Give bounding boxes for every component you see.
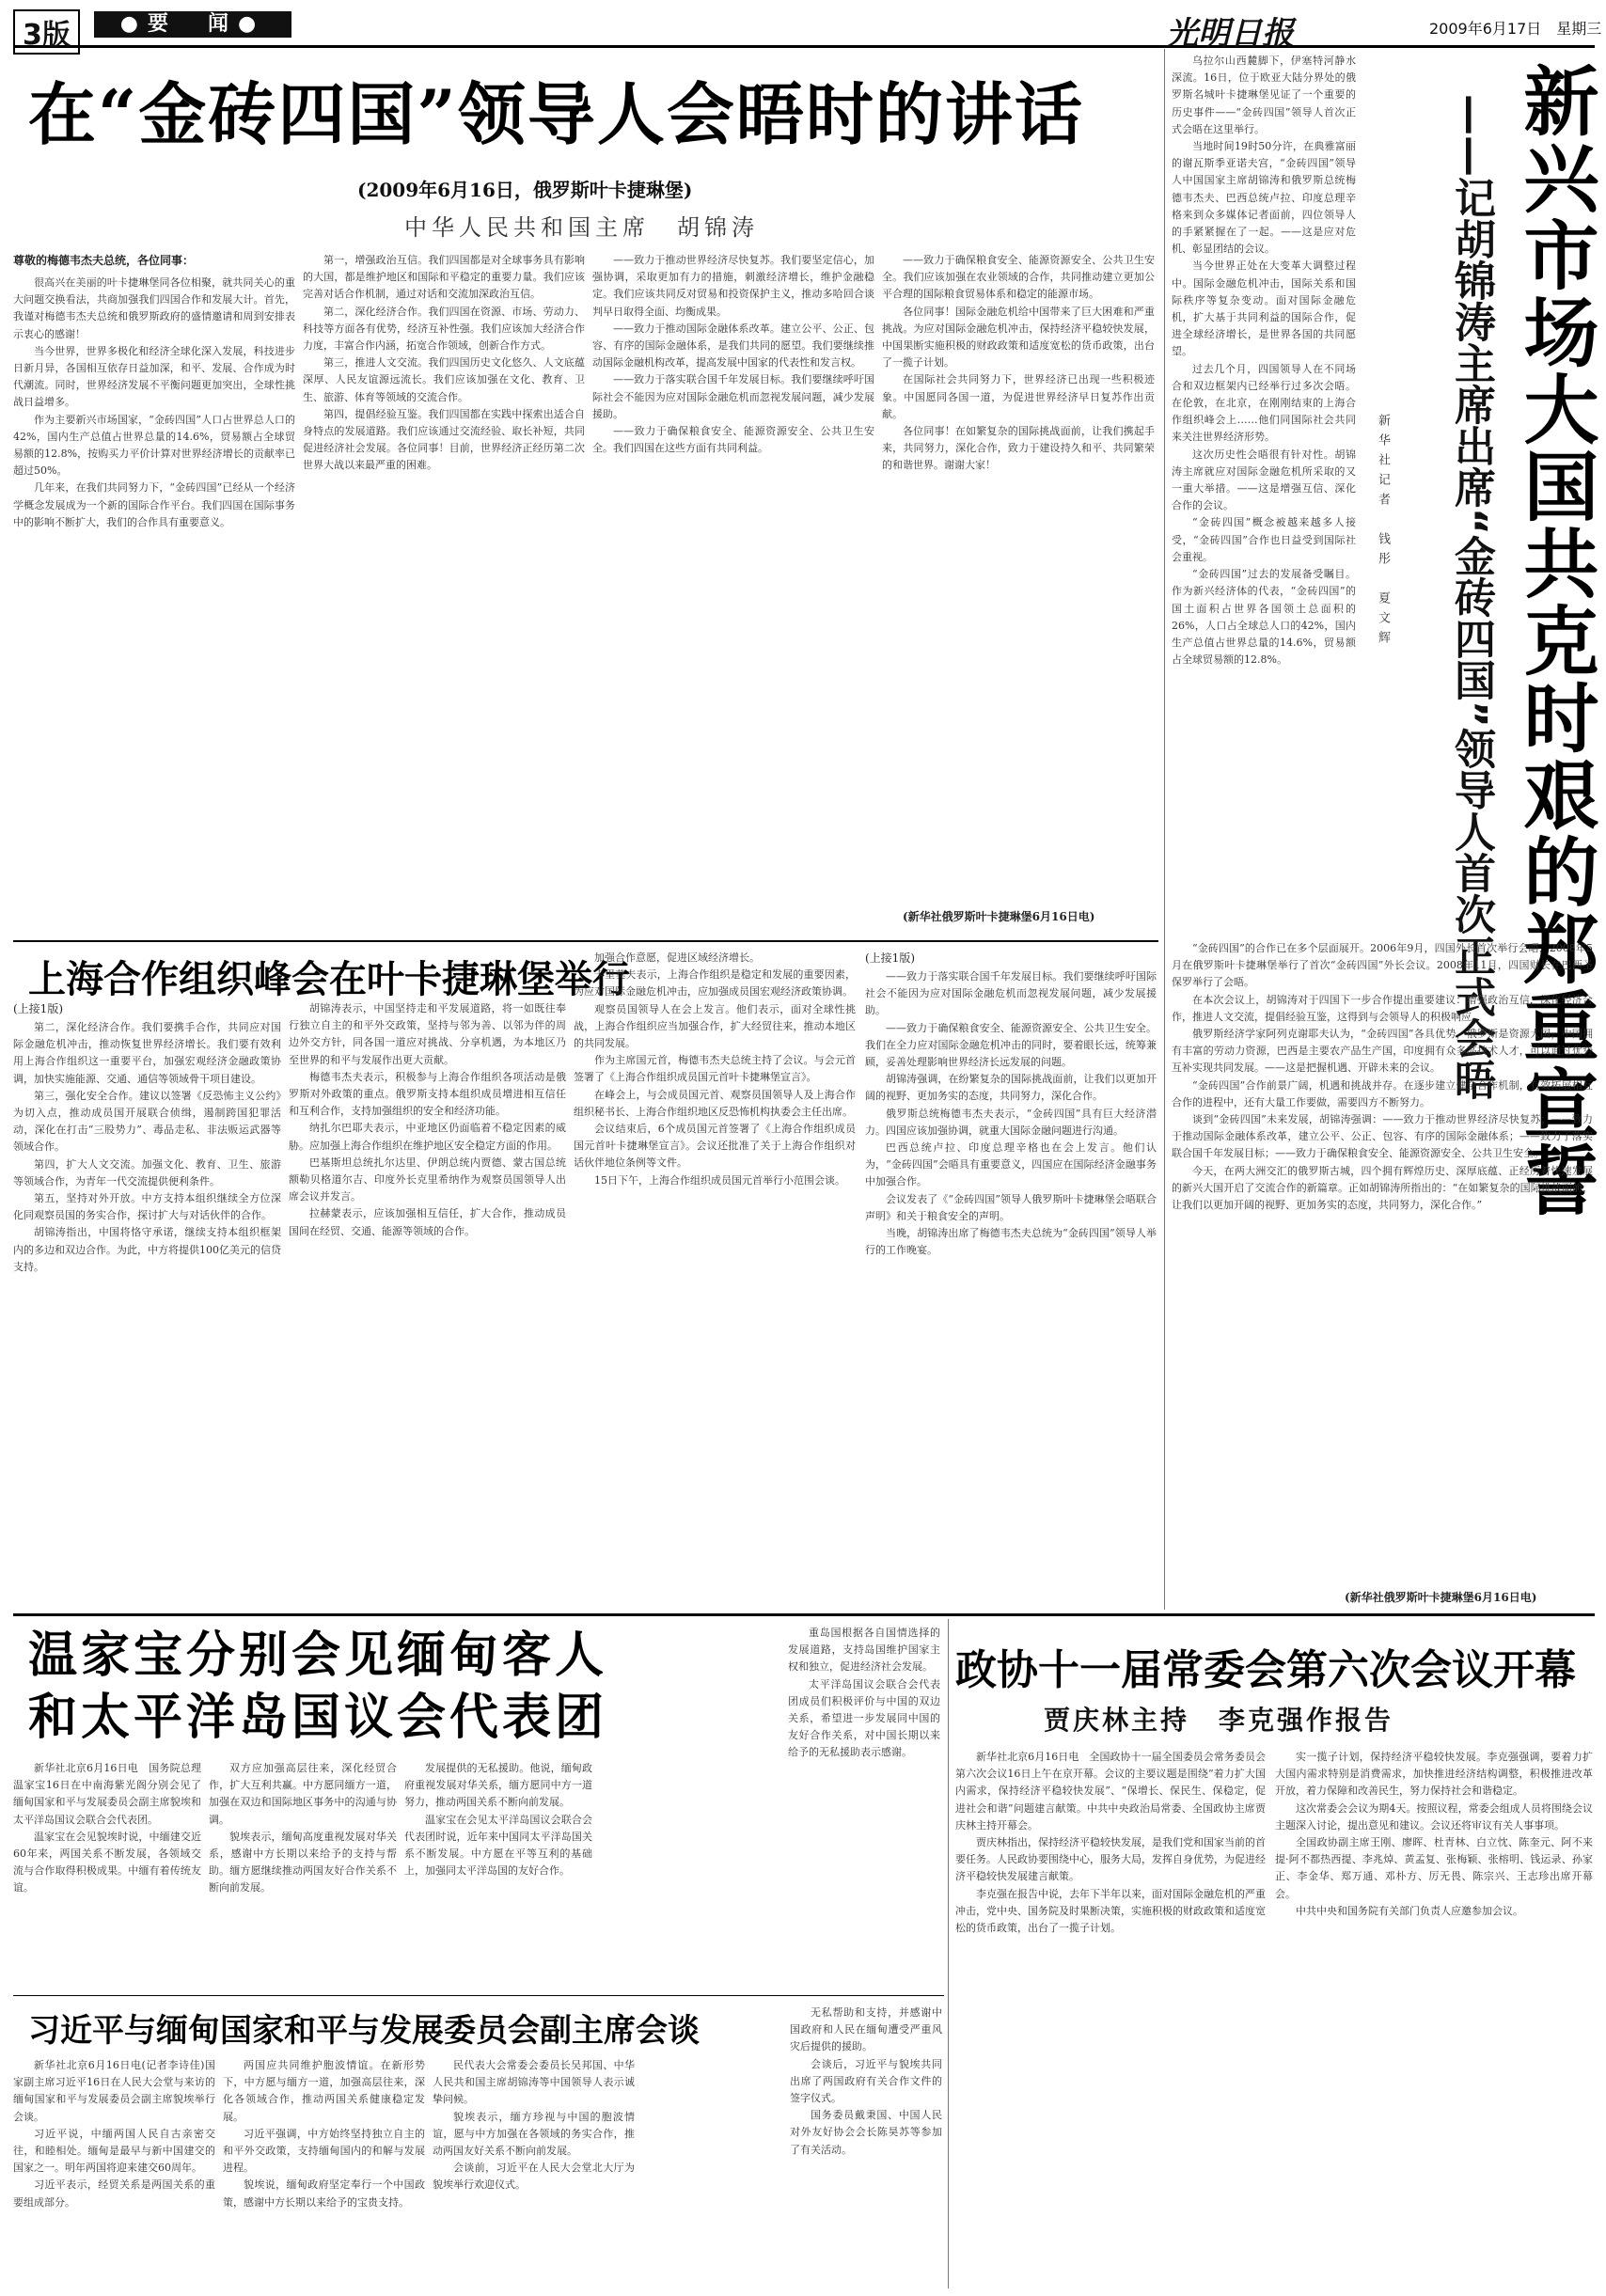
sco-p: ——致力于确保粮食安全、能源资源安全、公共卫生安全。我们在全力应对国际金融危机冲击的同时，要着眼长远，统筹兼顾，妥善处理影响世界经济长远发展的问题。 xyxy=(865,1021,1157,1069)
sco-p: ——致力于落实联合国千年发展目标。我们要继续呼吁国际社会不能因为应对国际金融危机而忽视发展问题，减少发展援助。 xyxy=(865,970,1157,1017)
lead-col-4-p: 各位同事！在如繁复杂的国际挑战面前，让我们携起手来，共同努力，深化合作，致力于建设持久和平、共同繁荣的和谐世界。谢谢大家！ xyxy=(882,425,1155,472)
sco-p: 第三，强化安全合作。建议以签署《反恐怖主义公约》为切入点，推动成员国开展联合侦缉，遏制跨国犯罪活动，深化在打击“三股势力”、毒品走私、非法贩运武器等领域合作。 xyxy=(13,1089,281,1154)
date-text: 2009年6月17日 xyxy=(1429,20,1542,38)
sco-p: 当晚，胡锦涛出席了梅德韦杰夫总统为“金砖四国”领导人举行的工作晚宴。 xyxy=(865,1227,1157,1257)
sco-col-2 xyxy=(289,1000,566,1602)
feature-p: “金砖四国”过去的发展备受瞩目。作为新兴经济体的代表，“金砖四国”的国土面积占世界各国领土总面积的26%，人口占全球总人口的42%，国内生产总值占世界总量的14.6%，贸易额占全球贸易额的12.8%。 xyxy=(1172,568,1356,667)
wen-p: 太平洋岛国议会联合会代表团成员们积极评价与中国的双边关系，希望进一步发展同中国的友好合作关系，对中国长期以来给予的无私援助表示感谢。 xyxy=(788,1677,940,1759)
wen-p: 双方应加强高层往来，深化经贸合作，扩大互利共赢。中方愿同缅方一道，加强在双边和国际地区事务中的沟通与协调。 xyxy=(209,1762,397,1826)
lead-col-4 xyxy=(882,252,1155,901)
sco-p: 作为主席国元首，梅德韦杰夫总统主持了会议。与会元首签署了《上海合作组织成员国元首叶卡捷琳堡宣言》。 xyxy=(574,1054,856,1084)
cppcc-p: 这次常委会会议为期4天。按照议程，常委会组成人员将围绕会议主题深入讨论，提出意见和建议。会议还将审议有关人事事项。 xyxy=(1275,1801,1593,1832)
xi-p: 貌埃表示，缅方珍视与中国的胞波情谊，愿与中方加强在各领域的务实合作，推动两国友好关系不断向前发展。 xyxy=(433,2110,635,2158)
lead-byline: 中华人民共和国主席 胡锦涛 xyxy=(404,214,759,241)
lead-col-4-p: 在国际社会共同努力下，世界经济已出现一些积极迹象。中国愿同各国一道，为促进世界经济早日复苏作出贡献。 xyxy=(882,373,1155,420)
sco-p: 梅德韦杰夫表示，积极参与上海合作组织各项活动是俄罗斯对外政策的重点。俄罗斯支持本组织成员增进相互信任和互利合作，支持加强组织的安全和经济功能。 xyxy=(289,1070,566,1118)
sco-p: 卡里莫夫表示，上海合作组织是稳定和发展的重要因素，为应对国际金融危机冲击，应加强成员国宏观经济政策协调。 xyxy=(574,968,856,999)
lead-source: (新华社俄罗斯叶卡捷琳堡6月16日电) xyxy=(903,910,1095,923)
xi-headline: 习近平与缅甸国家和平与发展委员会副主席会谈 xyxy=(28,2012,700,2050)
sco-p: 胡锦涛表示，中国坚持走和平发展道路，将一如既往奉行独立自主的和平外交政策，坚持与邻为善、以邻为伴的周边外交方针，同各国一道应对挑战、分享机遇，为本地区乃至世界的和平与发展作出更大贡献。 xyxy=(289,1002,566,1066)
cppcc-headline: 政协十一届常委会第六次会议开幕 xyxy=(955,1646,1576,1694)
sco-p: 纳扎尔巴耶夫表示，中亚地区仍面临着不稳定因素的威胁。应加强上海合作组织在维护地区安全稳定方面的作用。 xyxy=(289,1122,566,1152)
feature-p: “金砖四国”的合作已在多个层面展开。2006年9月，四国外长首次举行会晤，2008年5月在俄罗斯叶卡捷琳堡举行了首次“金砖四国”外长会议。2008年11月，四国财长在巴西圣保罗举行了会晤。 xyxy=(1172,942,1593,989)
feature-p: 在本次会议上，胡锦涛对于四国下一步合作提出重要建议：增强政治互信，深化经济合作，推进人文交流，提倡经验互鉴，这得到与会领导人的积极响应。 xyxy=(1172,993,1593,1023)
lead-col-3-p: ——致力于推动世界经济尽快复苏。我们要坚定信心，加强协调，采取更加有力的措施，刺激经济增长，维护金融稳定。我们应该共同反对贸易和投资保护主义，推动多哈回合谈判早日取得全面、均衡成果。 xyxy=(592,254,874,318)
feature-col-2 xyxy=(1172,940,1593,1589)
sco-p: 胡锦涛强调，在纷繁复杂的国际挑战面前，让我们以更加开阔的视野、更加务实的态度，共同努力，深化合作。 xyxy=(865,1073,1157,1103)
xi-p: 国务委员戴秉国、中国人民对外友好协会会长陈昊苏等参加了有关活动。 xyxy=(790,2109,942,2156)
sco-headline: 上海合作组织峰会在叶卡捷琳堡举行 xyxy=(28,957,630,1001)
feature-col-1 xyxy=(1172,53,1356,1087)
xi-col-3 xyxy=(433,2057,635,2288)
sco-continued-1: (上接1版) xyxy=(13,1002,63,1015)
cppcc-col-2 xyxy=(1275,1749,1593,2288)
wen-col-1 xyxy=(13,1760,201,1986)
sco-col-4 xyxy=(865,968,1157,1602)
wen-p: 重岛国根据各自国情选择的发展道路，支持岛国维护国家主权和独立，促进经济社会发展。 xyxy=(788,1627,940,1674)
xi-p: 习近平表示，经贸关系是两国关系的重要组成部分。 xyxy=(13,2178,215,2209)
feature-source: (新华社俄罗斯叶卡捷琳堡6月16日电) xyxy=(1345,1591,1537,1604)
sco-p: 会议结束后，6个成员国元首签署了《上海合作组织成员国元首叶卡捷琳堡宣言》。会议还批准了关于上海合作组织对话伙伴地位条例等文件。 xyxy=(574,1123,856,1170)
lead-col-3-p: ——致力于推动国际金融体系改革。建立公平、公正、包容、有序的国际金融体系，是我们共同的愿望。我们要继续推动国际金融机构改革，提高发展中国家的代表性和发言权。 xyxy=(592,322,874,370)
lead-col-2-p: 第四，提倡经验互鉴。我们四国都在实践中探索出适合自身特点的发展道路。我们应该通过交流经验、取长补短，共同促进经济社会发展。各位同事！目前，世界经济正经历第二次世界大战以来最严重的困难。 xyxy=(303,407,585,472)
wen-p: 貌埃表示，缅甸高度重视发展对华关系，感谢中方长期以来给予的支持与帮助。缅方愿继续推动两国友好合作关系不断向前发展。 xyxy=(209,1830,397,1895)
cppcc-p: 中共中央和国务院有关部门负责人应邀参加会议。 xyxy=(1296,1904,1523,1917)
wen-col-4 xyxy=(788,1625,940,1986)
section-label: ●要 闻● xyxy=(94,11,291,38)
issue-date xyxy=(1429,17,1601,39)
feature-p: “金砖四国”合作前景广阔，机遇和挑战并存。在逐步建立健全合作机制，有效拓展相互合作的进程中，还有大量工作要做，需要四方不断努力。 xyxy=(1172,1078,1593,1109)
xi-col-4 xyxy=(790,2005,942,2288)
sco-col-3 xyxy=(574,950,856,1602)
wen-headline-line-2: 和太平洋岛国议会代表团 xyxy=(28,1689,608,1746)
lead-col-1-p: 几年来，在我们共同努力下，“金砖四国”已经从一个经济学概念发展成为一个新的国际合作平台。我们四国在国际事务中的影响不断扩大，我们的合作具有重要意义。 xyxy=(13,481,295,528)
lead-col-3-p: ——致力于落实联合国千年发展目标。我们要继续呼吁国际社会不能因为应对国际金融危机而忽视发展问题，减少发展援助。 xyxy=(592,373,874,420)
sco-p: 第五，坚持对外开放。中方支持本组织继续全方位深化同观察员国的务实合作，探讨扩大与对话伙伴的合作。 xyxy=(13,1192,281,1222)
lead-col-1 xyxy=(13,275,295,933)
xi-p: 习近平说，中缅两国人民自古亲密交往，和睦相处。缅甸是最早与新中国建交的国家之一。明年两国将迎来建交60周年。 xyxy=(13,2127,215,2175)
wen-headline-line-1: 温家宝分别会见缅甸客人 xyxy=(28,1627,608,1684)
sco-p: 观察员国领导人在会上发言。他们表示，面对全球性挑战，上海合作组织应当加强合作，扩大经贸往来，推动本地区的共同发展。 xyxy=(574,1002,856,1050)
feature-p: 当地时间19时50分许，在典雅富丽的谢瓦斯季亚诺夫宫，“金砖四国”领导人中国国家主席胡锦涛和俄罗斯总统梅德韦杰夫、巴西总统卢拉、印度总理辛格来到众多媒体记者面前，四位领导人的手紧紧握在了一起。——这是应对危机、彰显团结的会议。 xyxy=(1172,140,1356,256)
feature-headline: 新兴市场大国共克时艰的郑重宣誓 xyxy=(1511,62,1599,1219)
cppcc-p: 贾庆林指出，保持经济平稳较快发展，是我们党和国家当前的首要任务。人民政协要围绕中心，服务大局，发挥自身优势，为促进经济平稳较快发展建言献策。 xyxy=(955,1836,1266,1883)
sco-p: 加强合作意愿，促进区域经济增长。 xyxy=(594,951,760,964)
feature-p: 当今世界正处在大变革大调整过程中。国际金融危机冲击，国际关系和国际秩序等复杂变动。面对国际金融危机，扩大基于共同利益的国际合作，促进全球经济增长，是世界各国的共同愿望。 xyxy=(1172,259,1356,358)
lead-col-1-p: 很高兴在美丽的叶卡捷琳堡同各位相聚，就共同关心的重大问题交换看法，共商加强我们四国合作和发展大计。首先，我谨对梅德韦杰夫总统和俄罗斯政府的盛情邀请和周到安排表示衷心的感谢！ xyxy=(13,276,295,340)
lead-salutation: 尊敬的梅德韦杰夫总统，各位同事： xyxy=(13,254,195,267)
lead-col-2 xyxy=(303,252,585,933)
bottom-section-rule xyxy=(13,1613,1595,1616)
lead-col-1-p: 当今世界，世界多极化和经济全球化深入发展，科技进步日新月异，各国相互依存日益加深，和平、发展、合作成为时代潮流。同时，世界经济发展不平衡问题更加突出，全球性挑战日益增多。 xyxy=(13,344,295,409)
cppcc-divider xyxy=(948,1619,949,2288)
wen-p: 新华社北京6月16日电 国务院总理温家宝16日在中南海紫光阁分别会见了缅甸国家和平与发展委员会副主席貌埃和太平洋岛国议会联合会代表团。 xyxy=(13,1762,201,1826)
xi-p: 貌埃说，缅甸政府坚定奉行一个中国政策，感谢中方长期以来给予的宝贵支持。 xyxy=(223,2178,425,2209)
feature-p: 今天，在两大洲交汇的俄罗斯古城，四个拥有辉煌历史、深厚底蕴、正经历着快速发展的新兴大国开启了交流合作的新篇章。正如胡锦涛所指出的：“在如繁复杂的国际挑战面前，让我们以更加开阔的视野、更加务实的态度，共同努力，深化合作。” xyxy=(1172,1164,1593,1212)
cppcc-subheadline: 贾庆林主持 李克强作报告 xyxy=(1044,1705,1394,1736)
sco-p: 会议发表了《“金砖四国”领导人俄罗斯叶卡捷琳堡会晤联合声明》和关于粮食安全的声明。 xyxy=(865,1192,1157,1222)
feature-p: 乌拉尔山西麓脚下，伊塞特河静水深流。16日，位于欧亚大陆分界处的俄罗斯名城叶卡捷琳堡见证了一个重要的历史事件——“金砖四国”领导人首次正式会晤在这里举行。 xyxy=(1172,55,1356,135)
sco-p: 巴西总统卢拉、印度总理辛格也在会上发言。他们认为，“金砖四国”会晤具有重要意义，四国应在国际经济金融事务中加强合作。 xyxy=(865,1141,1157,1188)
sco-p: 在峰会上，与会成员国元首、观察员国领导人及上海合作组织秘书长、上海合作组织地区反恐怖机构执委会主任出席。 xyxy=(574,1088,856,1118)
xi-col-1 xyxy=(13,2057,215,2288)
xi-col-2 xyxy=(223,2057,425,2288)
wen-p: 发展提供的无私援助。他说，缅甸政府重视发展对华关系，缅方愿同中方一道努力，推动两国关系不断向前发展。 xyxy=(404,1762,592,1809)
feature-divider xyxy=(1164,49,1165,1610)
lead-col-4-p: 各位同事！国际金融危机给中国带来了巨大困难和严重挑战。为应对国际金融危机冲击，保持经济平稳较快发展，中国果断实施积极的财政政策和适度宽松的货币政策，出台了一揽子计划。 xyxy=(882,305,1155,370)
lead-dateline: (2009年6月16日，俄罗斯叶卡捷琳堡) xyxy=(357,179,693,201)
xi-p: 两国应共同维护胞波情谊。在新形势下，中方愿与缅方一道，加强高层往来，深化各领域合作，推动两国关系健康稳定发展。 xyxy=(223,2059,425,2123)
wen-p: 温家宝在会见太平洋岛国议会联合会代表团时说，近年来中国同太平洋岛国关系不断发展。中方愿在平等互利的基础上，加强同太平洋岛国的友好合作。 xyxy=(404,1813,592,1878)
xi-p: 会谈后，习近平与貌埃共同出席了两国政府有关合作文件的签字仪式。 xyxy=(790,2057,942,2105)
feature-p: “金砖四国”概念被越来越多人接受，“金砖四国”合作也日益受到国际社会重视。 xyxy=(1172,516,1356,563)
wen-p: 温家宝在会见貌埃时说，中缅建交近60年来，两国关系不断发展，各领域交流与合作取得积极成果。中缅有着传统友谊。 xyxy=(13,1830,201,1895)
lead-col-2-p: 第二，深化经济合作。我们四国在资源、市场、劳动力、科技等方面各有优势，经济互补性强。我们应该加大经济合作力度，丰富合作内涵，拓宽合作领域，创新合作方式。 xyxy=(303,305,585,353)
feature-subheadline: ——记胡锦涛主席出席“金砖四国”领导人首次正式会晤 xyxy=(1447,94,1495,1100)
lead-col-1-p: 作为主要新兴市场国家，“金砖四国”人口占世界总人口的42%，国内生产总值占世界总量的14.6%，贸易额占全球贸易额的12.8%，按购买力平价计算对世界经济增长的贡献率已超过50%。 xyxy=(13,413,295,478)
sco-p: 第二，深化经济合作。我们要携手合作，共同应对国际金融危机冲击，推动恢复世界经济增长。我们要有效利用上海合作组织这一重要平台，加强宏观经济金融政策协调，加快实施能源、交通、通信等领域骨干项目建设。 xyxy=(13,1021,281,1085)
sco-col-1 xyxy=(13,1019,281,1602)
lead-col-3 xyxy=(592,252,874,933)
feature-p: 谈到“金砖四国”未来发展，胡锦涛强调：——致力于推动世界经济尽快复苏；——致力于推动国际金融体系改革，建立公平、公正、包容、有序的国际金融体系；——致力于落实联合国千年发展目标；——致力于确保粮食安全、能源资源安全、公共卫生安全。 xyxy=(1172,1113,1593,1160)
sco-p: 15日下午，上海合作组织成员国元首举行小范围会谈。 xyxy=(594,1173,845,1187)
feature-reporters: 新华社记者 钱彤 夏文辉 xyxy=(1376,414,1390,651)
xi-p: 习近平强调，中方始终坚持独立自主的和平外交政策，支持缅甸国内的和解与发展进程。 xyxy=(223,2127,425,2175)
lead-col-2-p: 第三，推进人文交流。我们四国历史文化悠久、人文底蕴深厚、人民友谊源远流长。我们应该加强在文化、教育、卫生、旅游、体育等领域的交流合作。 xyxy=(303,356,585,403)
cppcc-p: 实一揽子计划，保持经济平稳较快发展。李克强强调，要着力扩大国内需求特别是消费需求，加快推进经济结构调整，积极推进改革开放，着力保障和改善民生，努力保持社会和谐稳定。 xyxy=(1275,1751,1593,1798)
sco-continued-2: (上接1版) xyxy=(865,951,915,965)
feature-p: 过去几个月，四国领导人在不同场合和双边框架内已经举行过多次会晤。在伦敦，在北京，在刚刚结束的上海合作组织峰会上……他们同国际社会共同来关注世界经济形势。 xyxy=(1172,362,1356,444)
page-number: 3版 xyxy=(13,9,80,55)
xi-top-rule xyxy=(13,1995,944,1996)
paper-name: 光明日报 xyxy=(1166,15,1294,53)
sco-p: 胡锦涛指出，中国将恪守承诺，继续支持本组织框架内的多边和双边合作。为此，中方将提供100亿美元的信贷支持。 xyxy=(13,1226,281,1273)
wen-headline xyxy=(28,1625,799,1749)
lead-col-4-p: ——致力于确保粮食安全、能源资源安全、公共卫生安全。我们应该加强在农业领域的合作，共同推动建立更加公平合理的国际粮食贸易体系和稳定的能源市场。 xyxy=(882,254,1155,301)
sco-p: 俄罗斯总统梅德韦杰夫表示，“金砖四国”具有巨大经济潜力。四国应该加强协调，就重大国际金融问题进行沟通。 xyxy=(865,1107,1157,1137)
wen-col-3 xyxy=(404,1760,592,1986)
feature-p: 俄罗斯经济学家阿列克谢耶夫认为，“金砖四国”各具优势，俄罗斯是资源大国，中国拥有丰富的劳动力资源，巴西是主要农产品生产国，印度拥有众多高技术人才，可以通过优势互补实现共同发展。——这是把握机遇、开辟未来的会议。 xyxy=(1172,1028,1593,1075)
xi-p: 无私帮助和支持，并感谢中国政府和人民在缅甸遭受严重风灾后提供的援助。 xyxy=(790,2006,942,2053)
sco-p: 巴基斯坦总统扎尔达里、伊朗总统内贾德、蒙古国总统额勒贝格道尔吉、印度外长克里希纳作为观察员国领导人出席会议并发言。 xyxy=(289,1156,566,1203)
lead-headline: 在“金砖四国”领导人会晤时的讲话 xyxy=(28,74,1084,154)
xi-p: 新华社北京6月16日电(记者李诗佳)国家副主席习近平16日在人民大会堂与来访的缅甸国家和平与发展委员会副主席貌埃举行会谈。 xyxy=(13,2059,215,2123)
cppcc-p: 新华社北京6月16日电 全国政协十一届全国委员会常务委员会第六次会议16日上午在京开幕。会议的主要议题是围绕“着力扩大国内需求，保持经济平稳较快发展”、“保增长、保民生、保稳定，促进社会和谐”问题建言献策。中共中央政治局常委、全国政协主席贾庆林主持开幕会。 xyxy=(955,1751,1266,1832)
lead-col-3-p: ——致力于确保粮食安全、能源资源安全、公共卫生安全。我们四国在这些方面有共同利益。 xyxy=(592,425,874,455)
weekday-text: 星期三 xyxy=(1556,20,1602,38)
lead-col-2-p: 第一，增强政治互信。我们四国都是对全球事务具有影响的大国，都是维护地区和国际和平稳定的重要力量。我们应该完善对话合作机制，通过对话和交流加深政治互信。 xyxy=(303,254,585,301)
xi-p: 会谈前，习近平在人民大会堂北大厅为貌埃举行欢迎仪式。 xyxy=(433,2162,635,2192)
xi-p: 民代表大会常委会委员长吴邦国、中华人民共和国主席胡锦涛等中国领导人表示诚挚问候。 xyxy=(433,2059,635,2106)
cppcc-p: 全国政协副主席王刚、廖晖、杜青林、白立忱、陈奎元、阿不来提·阿不都热西提、李兆焯、黄孟复、张梅颖、张榕明、钱运录、孙家正、李金华、郑万通、邓朴方、厉无畏、陈宗兴、王志珍出席开幕会。 xyxy=(1275,1836,1593,1900)
sco-p: 第四，扩大人文交流。加强文化、教育、卫生、旅游等领域合作，为青年一代交流提供便利条件。 xyxy=(13,1157,281,1187)
cppcc-col-1 xyxy=(955,1749,1266,2288)
sco-p: 拉赫蒙表示，应该加强相互信任，扩大合作，推动成员国间在经贸、交通、能源等领域的合作。 xyxy=(289,1207,566,1237)
cppcc-p: 李克强在报告中说，去年下半年以来，面对国际金融危机的严重冲击，党中央、国务院及时果断决策，实施积极的财政政策和适度宽松的货币政策，出台了一揽子计划。 xyxy=(955,1887,1266,1935)
wen-col-2 xyxy=(209,1760,397,1986)
sco-top-rule xyxy=(13,940,1158,942)
feature-p: 这次历史性会晤很有针对性。胡锦涛主席就应对国际金融危机所采取的又一重大举措。——这是增强互信、深化合作的会议。 xyxy=(1172,448,1356,512)
